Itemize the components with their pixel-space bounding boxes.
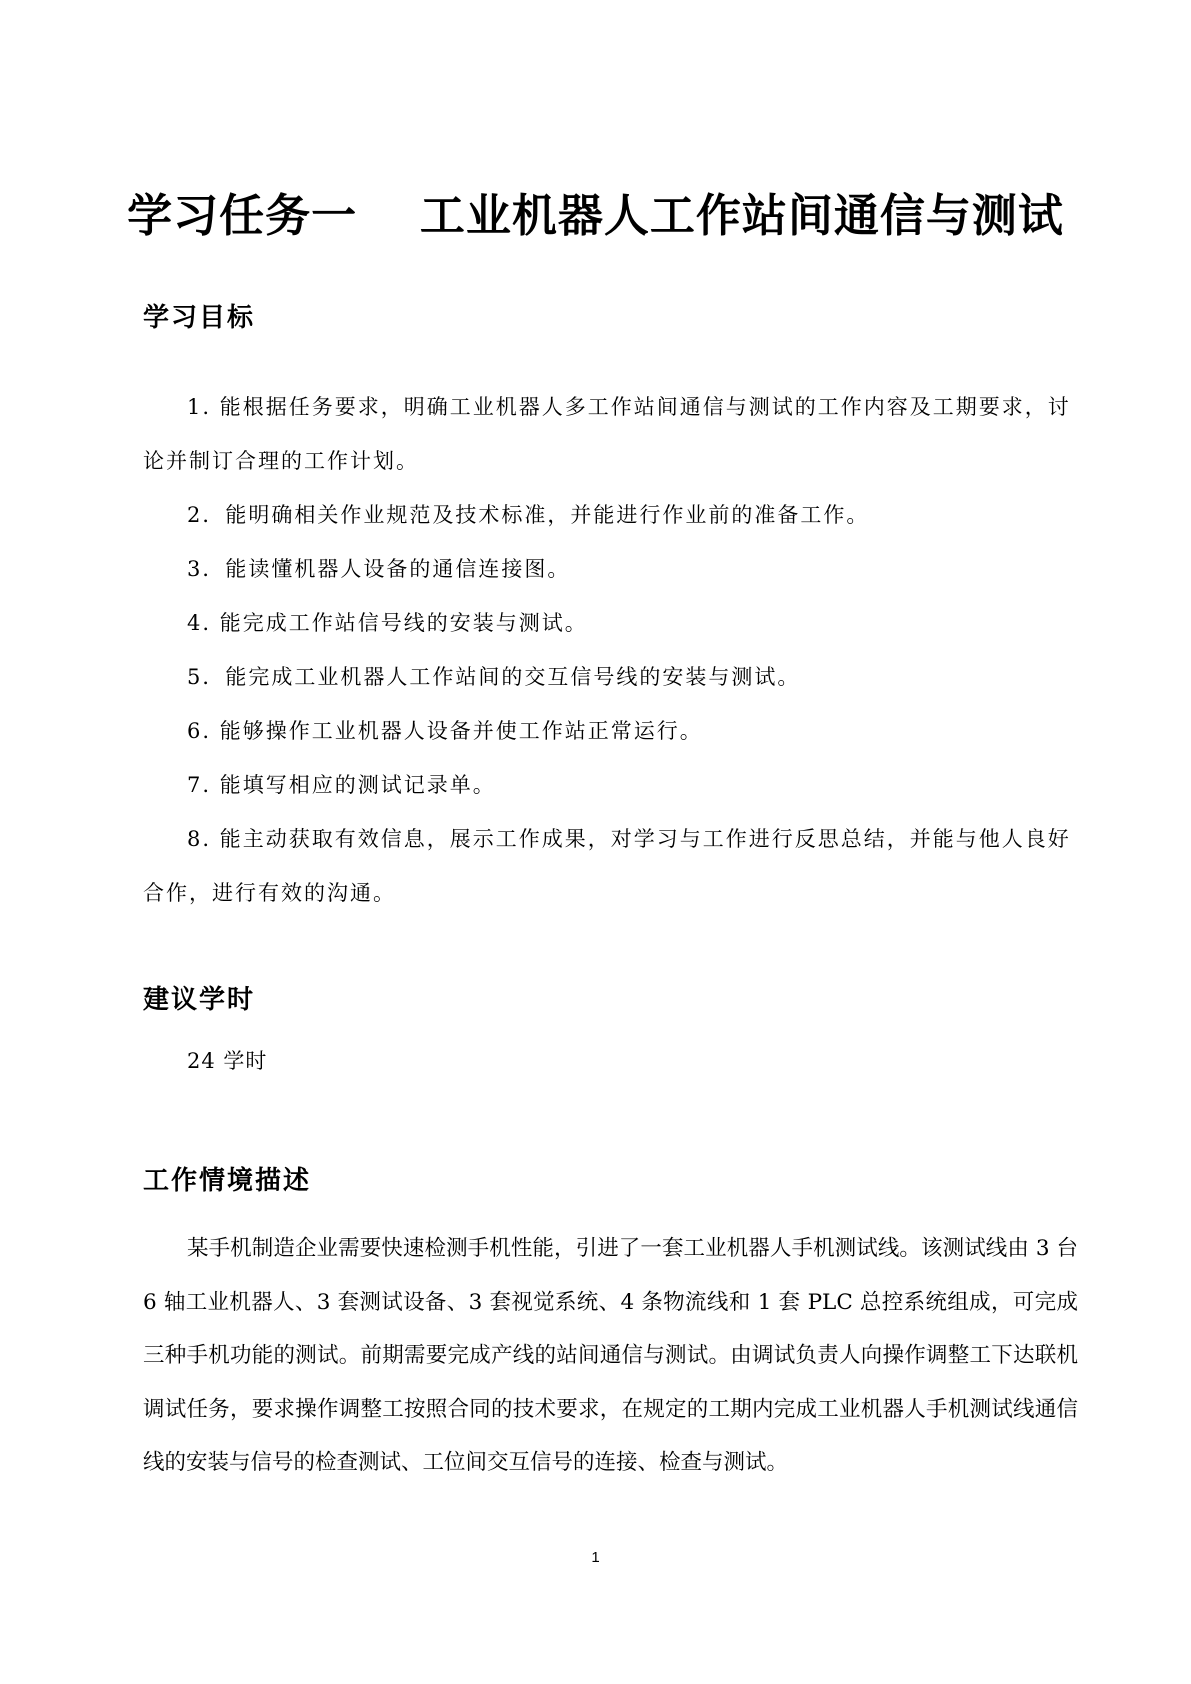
work-scenario-paragraph: 某手机制造企业需要快速检测手机性能，引进了一套工业机器人手机测试线。该测试线由 3 台 6 轴工业机器人、3 套测试设备、3 套视觉系统、4 条物流线和 1 套 PLC 总控系统组成，可完成三种手机功能的测试。前期需要完成产线的站间通信与测试。由调试负责人向操作调整工下达联机调试任务，要求操作调整工按照合同的技术要求，在规定的工期内完成工业机器人手机测试线通信线的安装与信号的检查测试、工位间交互信号的连接、检查与测试。: [143, 1236, 1078, 1475]
objective-item: 5．能完成工业机器人工作站间的交互信号线的安装与测试。: [187, 665, 801, 689]
objective-item: 4. 能完成工作站信号线的安装与测试。: [187, 611, 588, 635]
learning-objectives-heading: 学习目标: [143, 303, 256, 333]
objective-item: 2．能明确相关作业规范及技术标准，并能进行作业前的准备工作。: [187, 503, 870, 527]
work-scenario-heading: 工作情境描述: [143, 1166, 312, 1196]
suggested-hours-heading: 建议学时: [143, 985, 256, 1015]
objective-item: 1. 能根据任务要求，明确工业机器人多工作站间通信与测试的工作内容及工期要求，讨论并制订合理的工作计划。: [143, 395, 1071, 473]
objective-item: 7. 能填写相应的测试记录单。: [187, 773, 496, 797]
objective-item: 8. 能主动获取有效信息，展示工作成果，对学习与工作进行反思总结，并能与他人良好合作，进行有效的沟通。: [143, 827, 1071, 905]
objective-item: 6. 能够操作工业机器人设备并使工作站正常运行。: [187, 719, 703, 743]
suggested-hours-value: 24 学时: [187, 1049, 268, 1073]
objective-item: 3．能读懂机器人设备的通信连接图。: [187, 557, 571, 581]
page-title: 学习任务一 工业机器人工作站间通信与测试: [127, 189, 1064, 242]
page-number: 1: [591, 1549, 600, 1566]
learning-objectives-list: [143, 380, 1073, 920]
